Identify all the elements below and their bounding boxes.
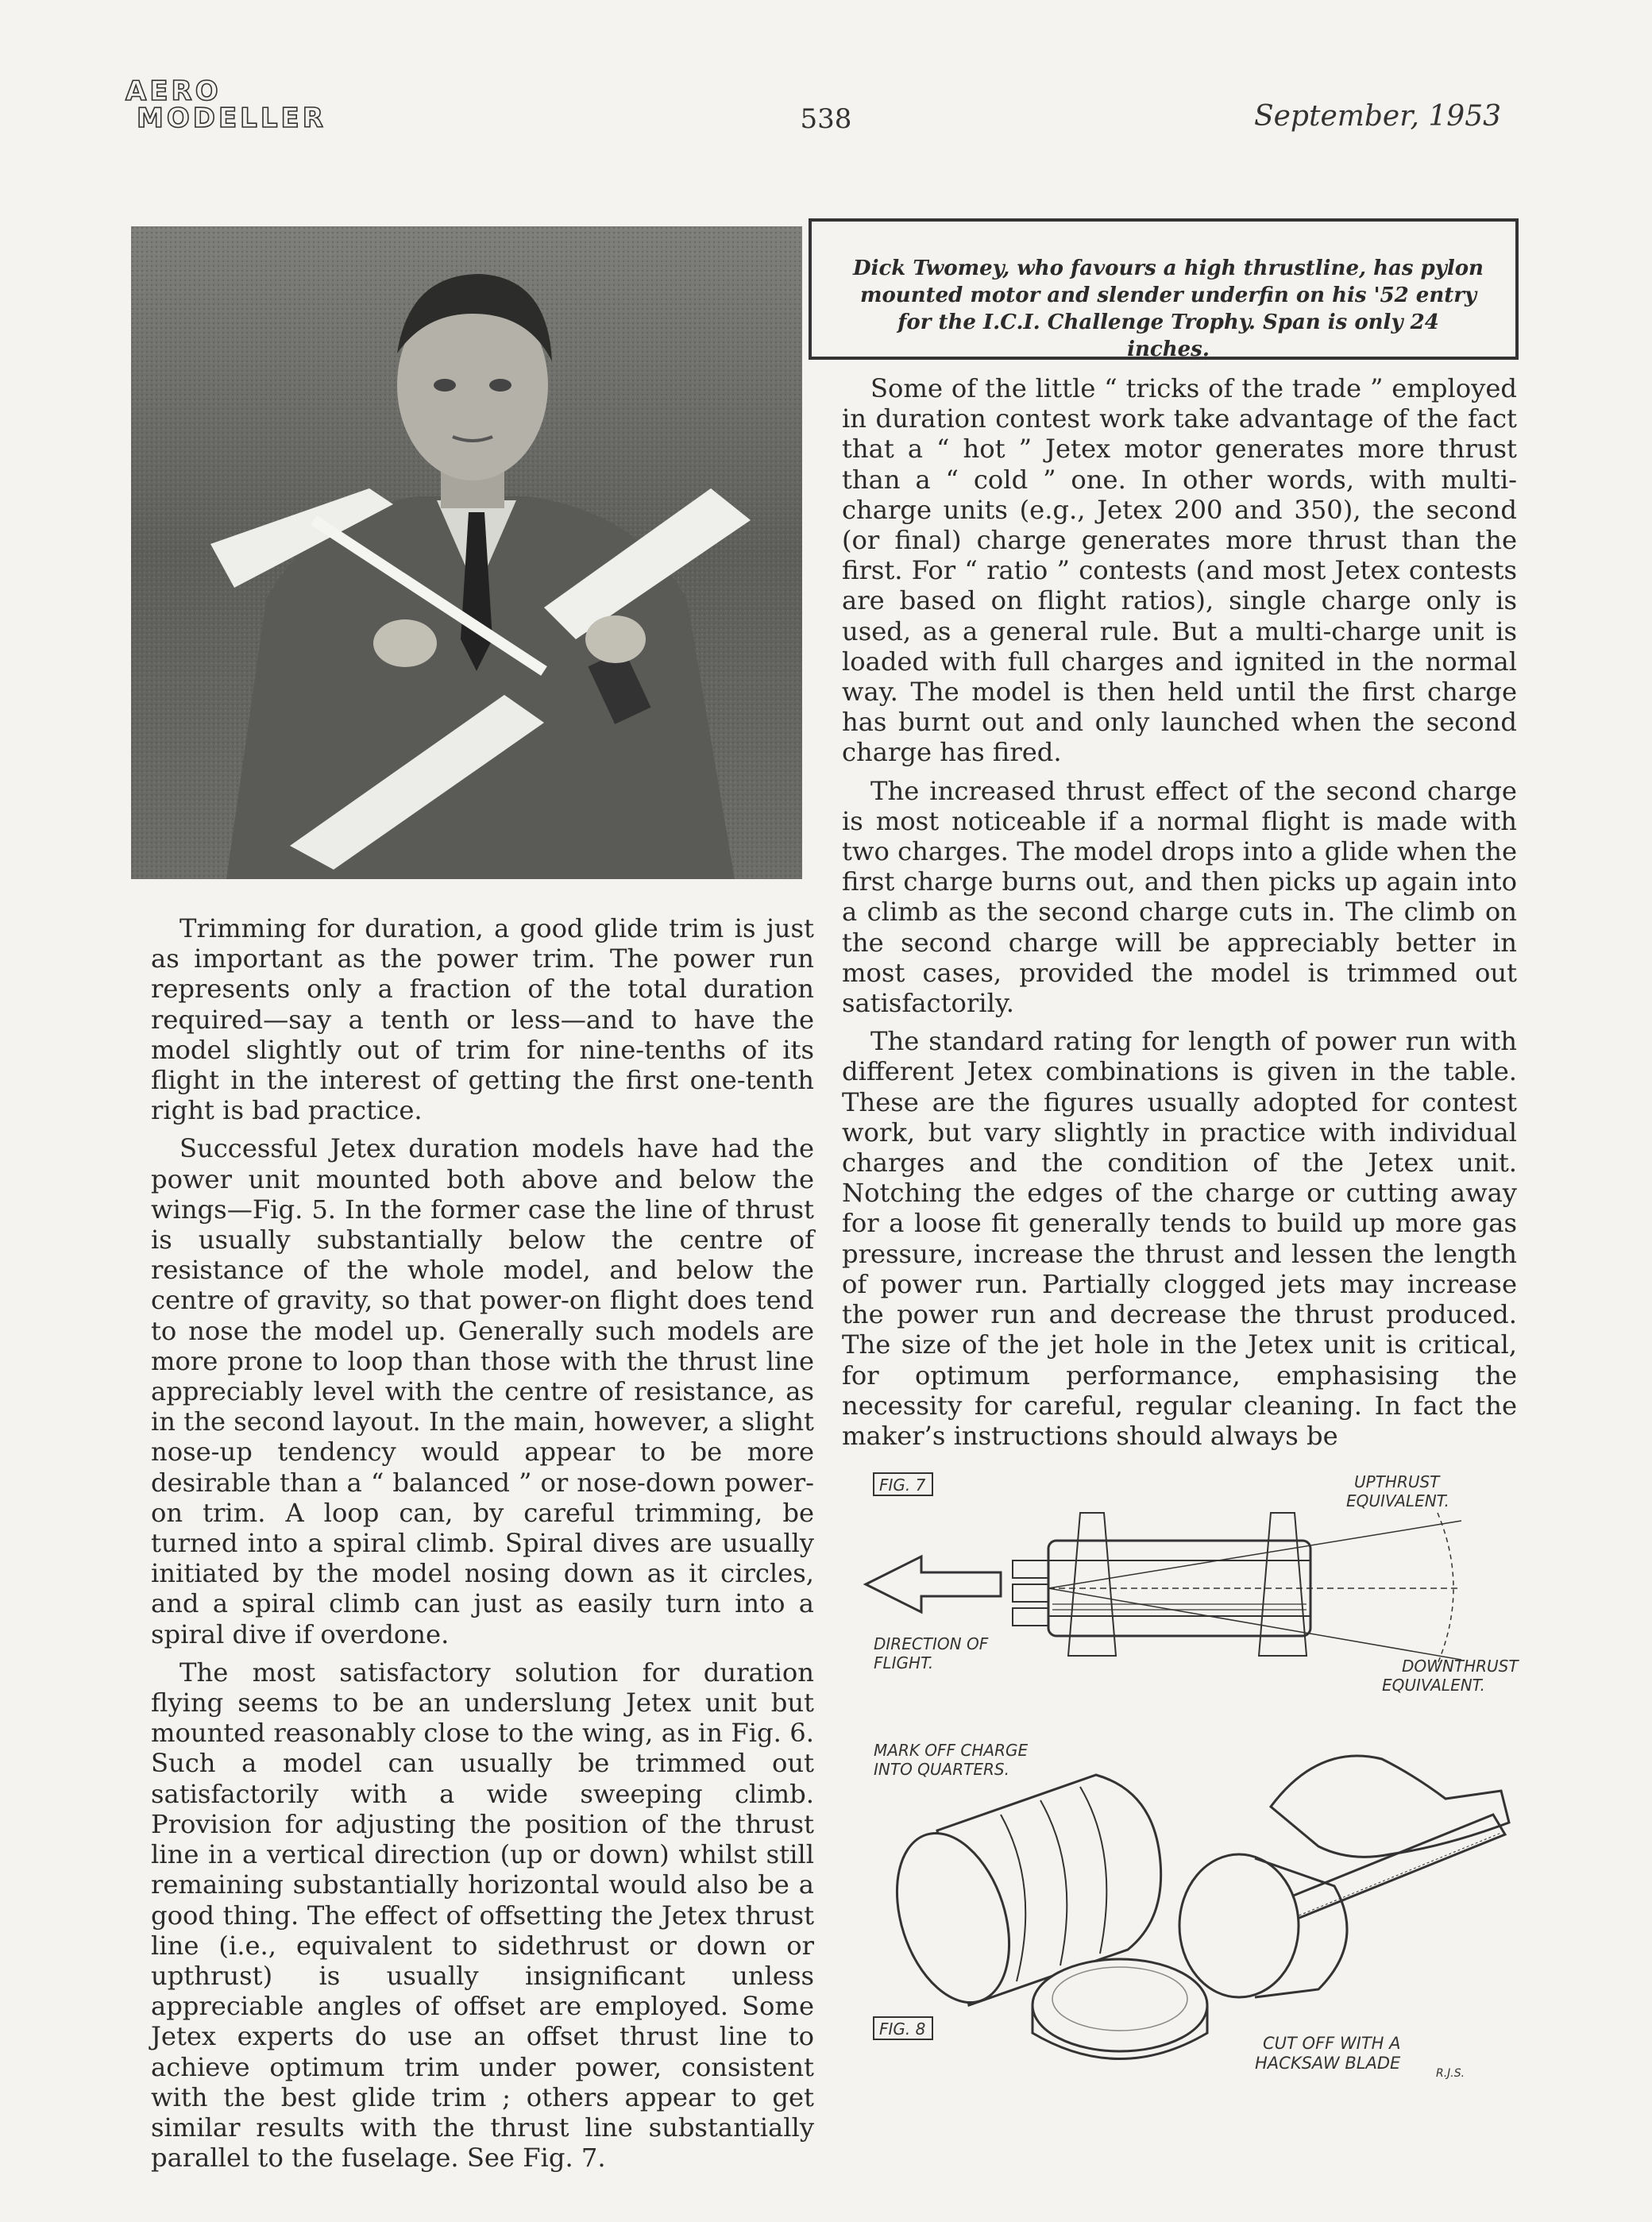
cut-charge-piece-drawing — [1179, 1854, 1299, 1997]
illustrator-initials: R.J.S. — [1436, 2067, 1465, 2080]
paragraph: The most satisfactory solution for duration flying seems to be an underslung Jetex unit but mounted reasonably close to the wing, as in Fig. 6. Such a model can usually be trimmed out satisfactorily with a wide sweeping climb. Provision for adjusting the position of the thrust line in a vertical direction (up or down) whilst still remaining substantially horizontal would also be a good thing. The effect of offsetting the Jetex thrust line (i.e., equivalent to sidethrust or down or upthrust) is usually insignificant unless appreciable angles of offset are employed. Some Jetex experts do use an offset thrust line to achieve optimum trim under power, consistent with the best glide trim ; others appear to get similar results with the thrust line substantially parallel to the fuselage. See Fig. 7. — [151, 1657, 814, 2174]
photo-image — [131, 226, 802, 879]
figure-7-thrust-diagram — [842, 1465, 1525, 1711]
paragraph: The standard rating for length of power run with different Jetex combinations is given in the table. These are the figures usually adopted for contest work, but vary slightly in practice with individual charges and the condition of the Jetex unit. Notching the edges of the charge or cutting away for a loose fit generally tends to build up more gas pressure, increase the thrust and lessen the length of power run. Partially clogged jets may increase the power run and decrease the thrust produced. The size of the jet hole in the Jetex unit is critical, for optimum performance, emphasising the necessity for careful, regular cleaning. In fact the maker’s instructions should always be — [842, 1026, 1517, 1451]
paragraph: Trimming for duration, a good glide trim is just as important as the power trim. The power run represents only a fraction of the total duration required—say a tenth or less—and to have the model slightly out of trim for nine-tenths of its flight in the interest of getting the first one-tenth right is bad practice. — [151, 913, 814, 1126]
fig8-cut-label: CUT OFF WITH A — [1263, 2034, 1401, 2053]
photo-caption-box — [809, 218, 1519, 360]
paragraph: Successful Jetex duration models have had the power unit mounted both above and below the wings—Fig. 5. In the former case the line of thrust is usually substantially below the centre of resistance of the whole model, and below the centre of gravity, so that power-on flight does tend to nose the model up. Generally such models are more prone to loop than those with the thrust line appreciably level with the centre of resistance, as in the second layout. In the main, however, a slight nose-up tendency would appear to be more desirable than a “ balanced ” or nose-down power-on trim. A loop can, by careful trimming, be turned into a spiral climb. Spiral dives are usually initiated by the model nosing down as it circles, and a spiral climb can just as easily turn into a spiral dive if overdone. — [151, 1133, 814, 1649]
fig7-tag: FIG. 7 — [879, 1476, 926, 1495]
fig8-cut-label-2: HACKSAW BLADE — [1255, 2054, 1401, 2073]
masthead-line-1: AERO — [125, 75, 222, 107]
fig8-tag: FIG. 8 — [879, 2019, 926, 2039]
issue-date: September, 1953 — [1253, 100, 1501, 133]
fig7-upthrust-label-2: EQUIVALENT. — [1346, 1491, 1449, 1510]
left-column — [151, 913, 814, 2173]
hand-drawing — [1271, 1756, 1509, 1857]
fig8-mark-label-2: INTO QUARTERS. — [874, 1760, 1009, 1779]
direction-arrow-icon — [866, 1557, 1001, 1612]
photo-modeller-with-model — [131, 226, 802, 879]
fig7-upthrust-label: UPTHRUST — [1354, 1472, 1440, 1491]
paragraph: The increased thrust effect of the second charge is most noticeable if a normal flight is made with two charges. The model drops into a glide when the first charge burns out, and then picks up again into a climb as the second charge cuts in. The climb on the second charge will be appreciably better in most cases, provided the model is trimmed out satisfactorily. — [842, 775, 1517, 1019]
fig7-downthrust-label: DOWNTHRUST — [1402, 1657, 1519, 1676]
right-column — [842, 373, 1517, 1451]
fig7-downthrust-label-2: EQUIVALENT. — [1382, 1676, 1485, 1695]
figure-8-cutting-charge — [842, 1727, 1525, 2100]
fig8-mark-label: MARK OFF CHARGE — [874, 1741, 1029, 1760]
fig7-direction-label-2: FLIGHT. — [874, 1653, 934, 1672]
masthead-line-2: MODELLER — [137, 102, 326, 134]
page-number: 538 — [800, 103, 852, 135]
fig7-direction-label: DIRECTION OF — [874, 1634, 989, 1653]
charge-disc-drawing — [1032, 1959, 1207, 2051]
paragraph: Some of the little “ tricks of the trade ” employed in duration contest work take advantage of the fact that a “ hot ” Jetex motor generates more thrust than a “ cold ” one. In other words, with multi-charge units (e.g., Jetex 200 and 350), the second (or final) charge generates more thrust than the first. For “ ratio ” contests (and most Jetex contests are based on flight ratios), single charge only is used, as a general rule. But a multi-charge unit is loaded with full charges and ignited in the normal way. The model is then held until the first charge has burnt out and only launched when the second charge has fired. — [842, 373, 1517, 768]
photo-caption: Dick Twomey, who favours a high thrustline, has pylon mounted motor and slender underfin on his '52 entry for the I.C.I. Challenge Trophy. Span is only 24 inches. — [853, 257, 1484, 361]
